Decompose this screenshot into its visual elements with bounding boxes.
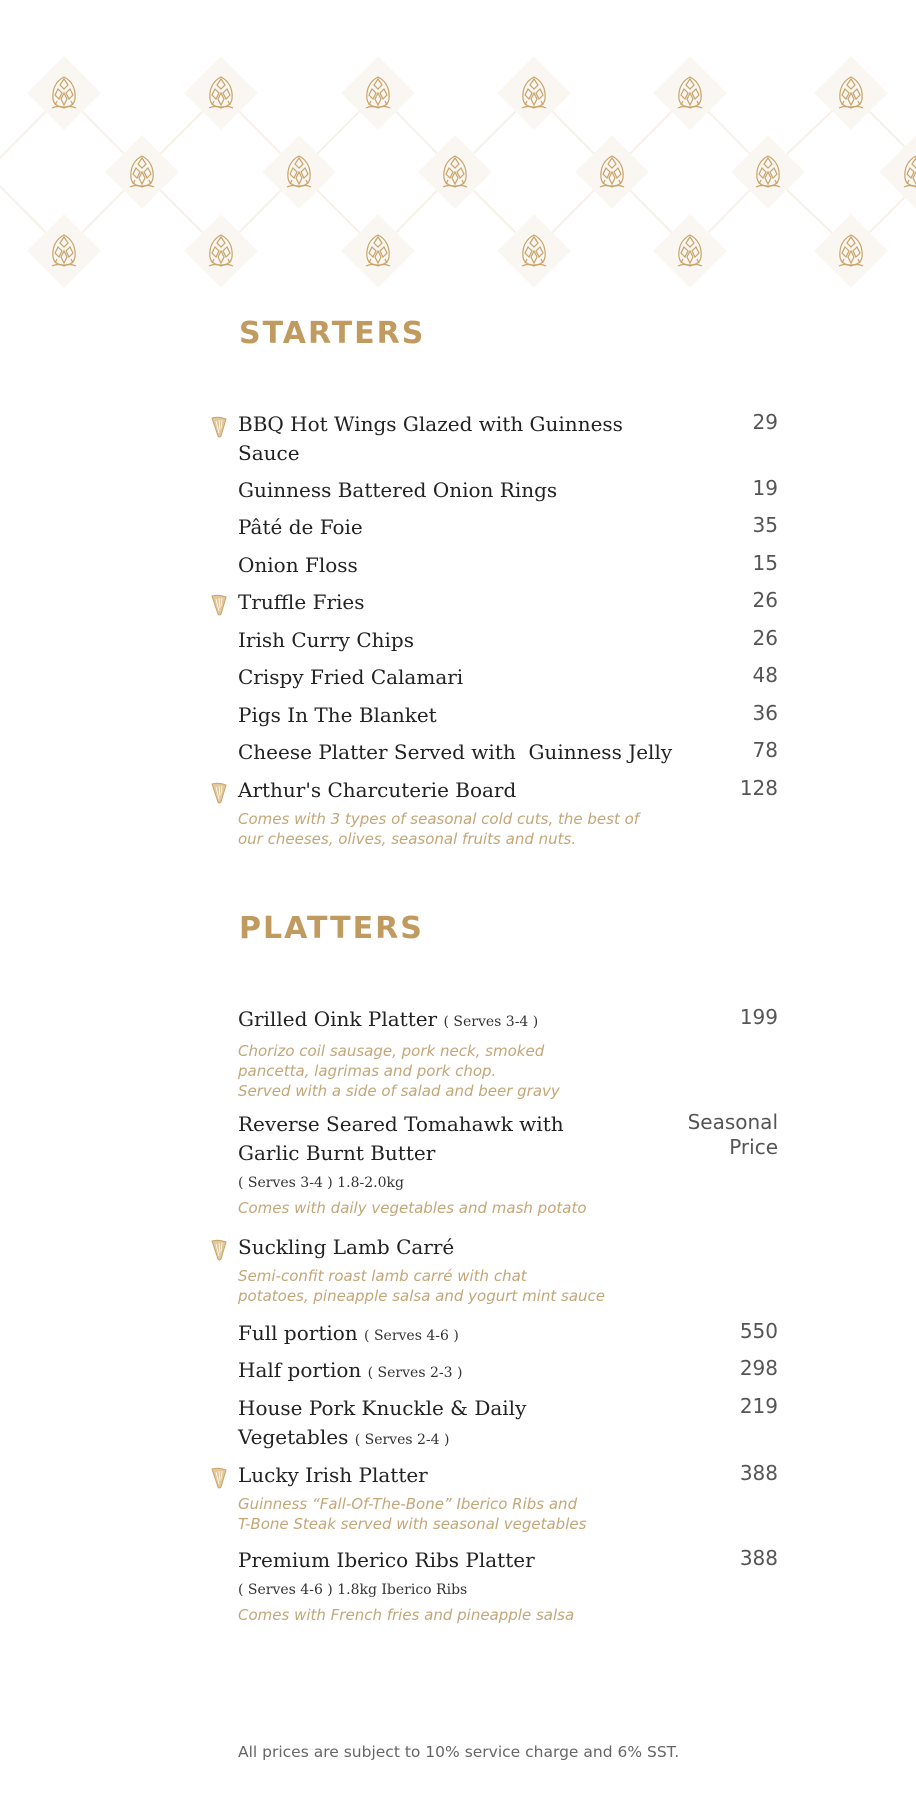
menu-item: [238, 551, 778, 580]
item-description: [238, 1266, 718, 1306]
description-line: pancetta, lagrimas and pork chop.: [238, 1062, 497, 1080]
item-name: Crispy Fried Calamari: [238, 665, 464, 689]
item-name: Truffle Fries: [238, 590, 365, 614]
menu-item: [238, 513, 778, 542]
item-price: 388: [739, 1461, 778, 1485]
item-serves: ( Serves 2-4 ): [354, 1432, 450, 1448]
section-title-starters: STARTERS: [239, 316, 426, 351]
hop-cone-icon: [26, 213, 102, 289]
menu-item: [238, 663, 778, 692]
menu-item: [238, 410, 778, 468]
menu-item: [238, 1394, 778, 1455]
menu-item: [238, 776, 778, 849]
item-sub: ( Serves 4-6 ) 1.8kg Iberico Ribs: [238, 1582, 468, 1598]
menu-item: [238, 738, 778, 767]
hop-cone-icon: [496, 213, 572, 289]
item-name: Lucky Irish Platter: [238, 1463, 428, 1487]
hop-cone-icon: [26, 55, 102, 131]
hop-cone-icon: [813, 213, 889, 289]
menu-item: [238, 476, 778, 505]
harp-icon: [210, 1467, 228, 1489]
price-line: Price: [729, 1135, 778, 1159]
item-name: Suckling Lamb Carré: [238, 1235, 455, 1259]
hop-cone-icon: [813, 55, 889, 131]
item-description: Comes with French fries and pineapple salsa: [238, 1606, 575, 1624]
item-price: 29: [752, 410, 778, 434]
item-description: Comes with 3 types of seasonal cold cuts, the best of our cheeses, olives, seasonal fruits and nuts.: [238, 810, 640, 848]
menu-item: [238, 588, 778, 617]
item-price: 219: [739, 1394, 778, 1418]
harp-icon: [210, 782, 228, 804]
item-price: 550: [739, 1319, 778, 1343]
menu-item: [238, 701, 778, 730]
item-price: 48: [752, 663, 778, 687]
item-price: 78: [752, 738, 778, 762]
menu-item: [238, 1233, 778, 1306]
hop-cone-icon: [104, 134, 180, 210]
menu-item: [238, 1461, 778, 1534]
item-name: Grilled Oink Platter: [238, 1007, 438, 1031]
item-price: 35: [752, 513, 778, 537]
item-serves: ( Serves 4-6 ): [364, 1328, 459, 1344]
hop-cone-icon: [878, 134, 916, 210]
hop-cone-icon: [183, 55, 259, 131]
hop-cone-icon: [574, 134, 650, 210]
description-line: T-Bone Steak served with seasonal vegetables: [238, 1515, 587, 1533]
hop-cone-icon: [652, 213, 728, 289]
menu-item: [238, 1356, 778, 1388]
hop-cone-icon: [340, 55, 416, 131]
item-price: 36: [752, 701, 778, 725]
item-name: Half portion: [238, 1358, 362, 1382]
item-name: Premium Iberico Ribs Platter: [238, 1548, 535, 1572]
menu-item: [238, 1110, 778, 1218]
item-name: Pigs In The Blanket: [238, 703, 437, 727]
item-name: Full portion: [238, 1321, 358, 1345]
menu-item: [238, 1319, 778, 1351]
description-line: Served with a side of salad and beer gravy: [238, 1082, 560, 1100]
item-name: Pâté de Foie: [238, 515, 363, 539]
hop-cone-icon: [183, 213, 259, 289]
description-line: Guinness “Fall-Of-The-Bone” Iberico Ribs and: [238, 1495, 578, 1513]
item-serves: ( Serves 2-3 ): [367, 1365, 463, 1381]
hop-cone-icon: [417, 134, 493, 210]
item-name: Arthur's Charcuterie Board: [238, 778, 517, 802]
description-line: Chorizo coil sausage, pork neck, smoked: [238, 1042, 545, 1060]
hop-cone-icon: [496, 55, 572, 131]
item-name: BBQ Hot Wings Glazed with Guinness Sauce: [238, 412, 623, 465]
item-name: Guinness Battered Onion Rings: [238, 478, 558, 502]
item-name: Cheese Platter Served with Guinness Jelly: [238, 740, 673, 764]
item-price: [688, 1110, 778, 1160]
item-description: [238, 1494, 718, 1534]
header-pattern: [0, 0, 916, 300]
menu-item: [238, 1005, 778, 1101]
harp-icon: [210, 1239, 228, 1261]
item-price: 26: [752, 588, 778, 612]
item-price: 26: [752, 626, 778, 650]
footer-note: All prices are subject to 10% service charge and 6% SST.: [238, 1743, 680, 1761]
item-price: 15: [752, 551, 778, 575]
item-name: House Pork Knuckle & Daily Vegetables: [238, 1396, 527, 1449]
item-name: Irish Curry Chips: [238, 628, 414, 652]
item-price: 298: [739, 1356, 778, 1380]
harp-icon: [210, 416, 228, 438]
menu-item: [238, 626, 778, 655]
item-name: Reverse Seared Tomahawk with Garlic Burnt Butter: [238, 1112, 564, 1165]
description-line: potatoes, pineapple salsa and yogurt mint sauce: [238, 1287, 605, 1305]
hop-cone-icon: [730, 134, 806, 210]
description-line: Semi-confit roast lamb carré with chat: [238, 1267, 527, 1285]
item-sub: ( Serves 3-4 ) 1.8-2.0kg: [238, 1175, 404, 1191]
item-name: Onion Floss: [238, 553, 358, 577]
price-line: Seasonal: [687, 1110, 778, 1134]
harp-icon: [210, 594, 228, 616]
hop-cone-icon: [652, 55, 728, 131]
hop-cone-icon: [340, 213, 416, 289]
hop-cone-icon: [261, 134, 337, 210]
item-price: 199: [739, 1005, 778, 1029]
item-description: Comes with daily vegetables and mash potato: [238, 1199, 587, 1217]
item-price: 128: [739, 776, 778, 800]
item-price: 388: [739, 1546, 778, 1570]
item-description: [238, 1041, 658, 1101]
menu-item: [238, 1546, 778, 1625]
item-serves: ( Serves 3-4 ): [443, 1014, 539, 1030]
section-title-platters: PLATTERS: [239, 911, 424, 946]
item-price: 19: [752, 476, 778, 500]
